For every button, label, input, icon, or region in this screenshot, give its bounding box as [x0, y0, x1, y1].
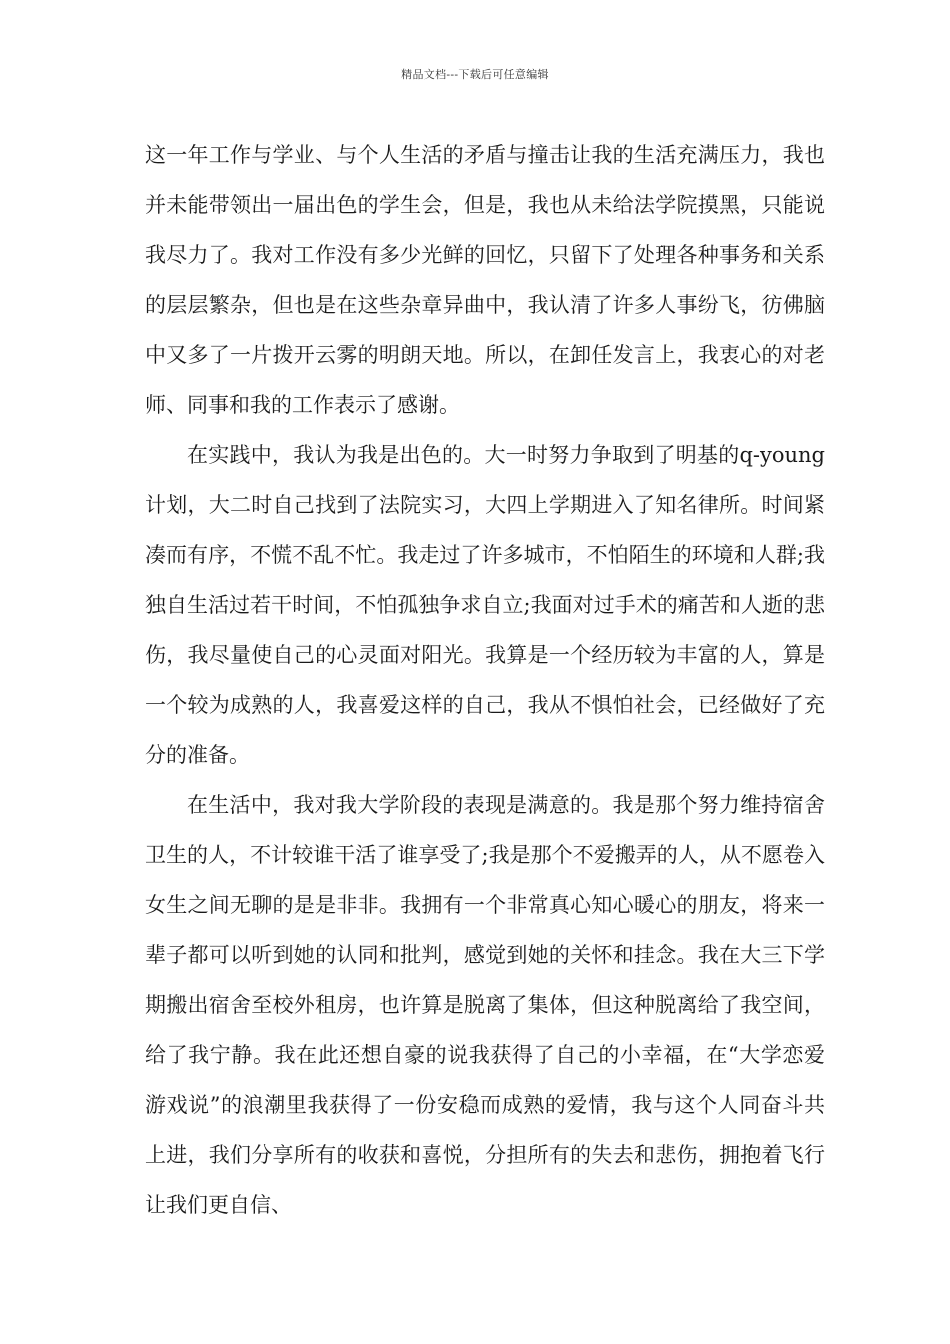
paragraph-practice: 在实践中，我认为我是出色的。大一时努力争取到了明基的q-young计划，大二时自己找到了法院实习，大四上学期进入了知名律所。时间紧凑而有序，不慌不乱不忙。我走过了许多城市，不怕陌生的环境和人群;我独自生活过若干时间，不怕孤独争求自立;我面对过手术的痛苦和人逝的悲伤，我尽量使自己的心灵面对阳光。我算是一个经历较为丰富的人，算是一个较为成熟的人，我喜爱这样的自己，我从不惧怕社会，已经做好了充分的准备。 — [145, 443, 825, 767]
paragraph-life: 在生活中，我对我大学阶段的表现是满意的。我是那个努力维持宿舍卫生的人，不计较谁干活了谁享受了;我是那个不爱搬弄的人，从不愿卷入女生之间无聊的是是非非。我拥有一个非常真心知心暖心的朋友，将来一辈子都可以听到她的认同和批判，感觉到她的关怀和挂念。我在大三下学期搬出宿舍至校外租房，也许算是脱离了集体，但这种脱离给了我空间，给了我宁静。我在此还想自豪的说我获得了自己的小幸福，在“大学恋爱游戏说”的浪潮里我获得了一份安稳而成熟的爱情，我与这个人同奋斗共上进，我们分享所有的收获和喜悦，分担所有的失去和悲伤，拥抱着飞行让我们更自信、 — [145, 793, 825, 1217]
paragraph-work: 这一年工作与学业、与个人生活的矛盾与撞击让我的生活充满压力，我也并未能带领出一届出色的学生会，但是，我也从未给法学院摸黑，只能说我尽力了。我对工作没有多少光鲜的回忆，只留下了处理各种事务和关系的层层繁杂，但也是在这些杂章异曲中，我认清了许多人事纷飞，彷佛脑中又多了一片拨开云雾的明朗天地。所以，在卸任发言上，我衷心的对老师、同事和我的工作表示了感谢。 — [145, 143, 825, 417]
document-body — [145, 130, 825, 1230]
page-header: 精品文档---下载后可任意编辑 — [401, 68, 549, 81]
